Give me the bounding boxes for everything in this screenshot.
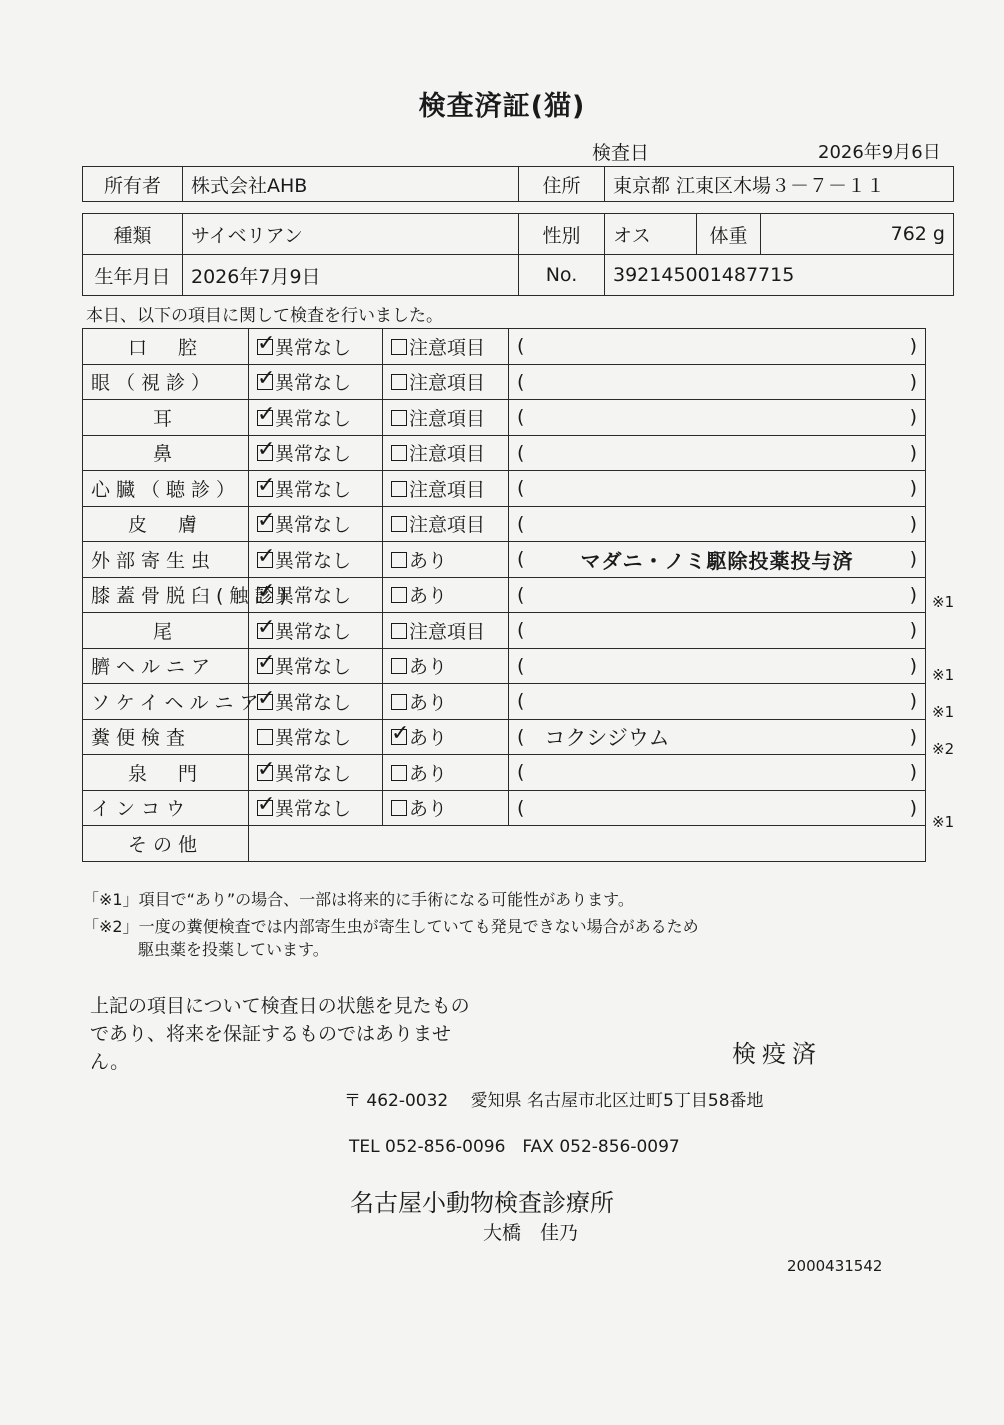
open-paren: ( xyxy=(517,761,525,784)
normal-option-label: 異常なし xyxy=(275,407,352,430)
check-row xyxy=(83,435,926,471)
finding-option-label: あり xyxy=(409,727,448,750)
check-row xyxy=(83,684,926,720)
normal-checkbox[interactable] xyxy=(257,658,273,674)
normal-checkbox[interactable] xyxy=(257,729,273,745)
finding-option-label: あり xyxy=(409,585,448,608)
clinic-address: 〒 462-0032 愛知県 名古屋市北区辻町5丁目58番地 xyxy=(344,1091,764,1111)
other-notes-cell[interactable] xyxy=(249,826,926,862)
finding-option-label: あり xyxy=(409,656,448,679)
disclaimer: 上記の項目について検査日の状態を見たものであり、将来を保証するものではありません。 xyxy=(90,995,470,1073)
normal-checkbox[interactable] xyxy=(257,445,273,461)
normal-checkbox[interactable] xyxy=(257,339,273,355)
sex-value: オス xyxy=(605,214,697,255)
finding-checkbox[interactable] xyxy=(391,410,407,426)
no-label: No. xyxy=(519,255,605,296)
open-paren: ( xyxy=(517,512,525,535)
finding-checkbox[interactable] xyxy=(391,765,407,781)
open-paren: ( xyxy=(517,654,525,677)
close-paren: ) xyxy=(909,690,917,713)
finding-checkbox[interactable] xyxy=(391,729,407,745)
check-item-label: 鼻 xyxy=(152,443,178,466)
veterinarian-name: 大橋 佳乃 xyxy=(483,1222,579,1244)
finding-checkbox[interactable] xyxy=(391,587,407,603)
check-row xyxy=(83,364,926,400)
check-row xyxy=(83,506,926,542)
finding-checkbox[interactable] xyxy=(391,552,407,568)
finding-option-label: 注意項目 xyxy=(409,443,486,466)
check-row xyxy=(83,826,926,862)
normal-checkbox[interactable] xyxy=(257,587,273,603)
check-row xyxy=(83,613,926,649)
finding-option-label: あり xyxy=(409,549,448,572)
check-row xyxy=(83,755,926,791)
owner-table xyxy=(82,166,954,202)
check-item-label: 耳 xyxy=(152,407,178,430)
normal-checkbox[interactable] xyxy=(257,374,273,390)
check-row xyxy=(83,790,926,826)
finding-option-label: 注意項目 xyxy=(409,336,486,359)
normal-option-label: 異常なし xyxy=(275,727,352,750)
normal-checkbox[interactable] xyxy=(257,481,273,497)
address-label: 住所 xyxy=(519,167,605,202)
close-paren: ) xyxy=(909,477,917,500)
type-label: 種類 xyxy=(83,214,183,255)
check-item-label: 膝蓋骨脱臼(触診) xyxy=(91,585,293,608)
open-paren: ( xyxy=(517,406,525,429)
check-item-label: インコウ xyxy=(91,798,192,821)
footnote-mark: ※1 xyxy=(932,703,955,721)
normal-option-label: 異常なし xyxy=(275,478,352,501)
check-row xyxy=(83,400,926,436)
open-paren: ( xyxy=(517,441,525,464)
close-paren: ) xyxy=(909,406,917,429)
check-row xyxy=(83,471,926,507)
intro-text: 本日、以下の項目に関して検査を行いました。 xyxy=(86,306,443,326)
finding-checkbox[interactable] xyxy=(391,694,407,710)
check-item-label: 臍ヘルニア xyxy=(91,656,217,679)
birth-label: 生年月日 xyxy=(83,255,183,296)
open-paren: ( xyxy=(517,583,525,606)
open-paren: ( xyxy=(517,619,525,642)
normal-option-label: 異常なし xyxy=(275,620,352,643)
check-item-label: 泉 門 xyxy=(127,762,203,785)
birth-value: 2026年7月9日 xyxy=(183,255,519,296)
check-item-label: 尾 xyxy=(152,620,178,643)
close-paren: ) xyxy=(909,761,917,784)
close-paren: ) xyxy=(909,725,917,748)
sex-label: 性別 xyxy=(519,214,605,255)
owner-value: 株式会社AHB xyxy=(183,167,519,202)
open-paren: ( xyxy=(517,796,525,819)
open-paren: ( xyxy=(517,725,525,748)
open-paren: ( xyxy=(517,335,525,358)
normal-checkbox[interactable] xyxy=(257,800,273,816)
normal-checkbox[interactable] xyxy=(257,765,273,781)
clinic-name: 名古屋小動物検査診療所 xyxy=(350,1189,614,1217)
normal-option-label: 異常なし xyxy=(275,443,352,466)
footnote-2: 「※2」一度の糞便検査では内部寄生虫が寄生していても発見できない場合があるため xyxy=(83,917,699,936)
finding-checkbox[interactable] xyxy=(391,445,407,461)
check-item-label: ソケイヘルニア xyxy=(91,691,265,714)
finding-option-label: 注意項目 xyxy=(409,372,486,395)
check-item-label: 皮 膚 xyxy=(127,514,203,537)
footnote-mark: ※1 xyxy=(932,812,955,831)
check-item-label: 心臓（聴診） xyxy=(91,478,242,501)
weight-value: 762 g xyxy=(761,214,954,255)
close-paren: ) xyxy=(909,441,917,464)
normal-option-label: 異常なし xyxy=(275,336,352,359)
close-paren: ) xyxy=(909,619,917,642)
normal-option-label: 異常なし xyxy=(275,798,352,821)
check-item-label: 眼（視診） xyxy=(91,372,217,395)
footnote-1: 「※1」項目で“あり”の場合、一部は将来的に手術になる可能性があります。 xyxy=(83,890,634,909)
normal-option-label: 異常なし xyxy=(275,585,352,608)
check-row xyxy=(83,577,926,613)
document-title: 検査済証(猫) xyxy=(418,91,586,122)
check-row xyxy=(83,542,926,578)
normal-option-label: 異常なし xyxy=(275,372,352,395)
check-row xyxy=(83,329,926,365)
normal-checkbox[interactable] xyxy=(257,410,273,426)
check-table xyxy=(82,328,926,862)
address-value: 東京都 江東区木場３－７－１１ xyxy=(605,167,954,202)
finding-checkbox[interactable] xyxy=(391,623,407,639)
check-item-note: コクシジウム xyxy=(544,725,670,750)
open-paren: ( xyxy=(517,370,525,393)
owner-label: 所有者 xyxy=(83,167,183,202)
finding-option-label: 注意項目 xyxy=(409,620,486,643)
check-item-label: 口 腔 xyxy=(127,336,203,359)
normal-option-label: 異常なし xyxy=(275,656,352,679)
close-paren: ) xyxy=(909,370,917,393)
finding-checkbox[interactable] xyxy=(391,800,407,816)
close-paren: ) xyxy=(909,583,917,606)
finding-checkbox[interactable] xyxy=(391,481,407,497)
finding-checkbox[interactable] xyxy=(391,516,407,532)
serial-number: 2000431542 xyxy=(787,1257,883,1275)
close-paren: ) xyxy=(909,796,917,819)
close-paren: ) xyxy=(909,548,917,571)
footnote-2-continued: 駆虫薬を投薬しています。 xyxy=(138,940,329,959)
open-paren: ( xyxy=(517,690,525,713)
exam-date-label: 検査日 xyxy=(592,142,650,164)
open-paren: ( xyxy=(517,477,525,500)
normal-option-label: 異常なし xyxy=(275,514,352,537)
normal-option-label: 異常なし xyxy=(275,691,352,714)
finding-option-label: あり xyxy=(409,691,448,714)
normal-option-label: 異常なし xyxy=(275,762,352,785)
close-paren: ) xyxy=(909,512,917,535)
check-row xyxy=(83,648,926,684)
check-item-label: 外部寄生虫 xyxy=(91,549,217,572)
finding-checkbox[interactable] xyxy=(391,658,407,674)
animal-table xyxy=(82,213,954,296)
normal-checkbox[interactable] xyxy=(257,552,273,568)
finding-option-label: あり xyxy=(409,798,448,821)
finding-option-label: あり xyxy=(409,762,448,785)
clinic-phone-fax: TEL 052-856-0096 FAX 052-856-0097 xyxy=(349,1137,680,1157)
normal-checkbox[interactable] xyxy=(257,694,273,710)
finding-option-label: 注意項目 xyxy=(409,407,486,430)
open-paren: ( xyxy=(517,548,525,571)
close-paren: ) xyxy=(909,335,917,358)
check-row xyxy=(83,719,926,755)
footnote-mark: ※1 xyxy=(932,666,955,685)
check-item-note: マダニ・ノミ駆除投薬投与済 xyxy=(580,548,854,573)
no-value: 392145001487715 xyxy=(605,255,954,296)
exam-date-value: 2026年9月6日 xyxy=(818,142,941,163)
normal-option-label: 異常なし xyxy=(275,549,352,572)
footnote-mark: ※2 xyxy=(932,739,955,758)
footnote-mark: ※1 xyxy=(932,593,955,612)
normal-checkbox[interactable] xyxy=(257,516,273,532)
finding-checkbox[interactable] xyxy=(391,374,407,390)
finding-option-label: 注意項目 xyxy=(409,514,486,537)
check-item-label: 糞便検査 xyxy=(91,727,192,750)
weight-label: 体重 xyxy=(697,214,761,255)
finding-option-label: 注意項目 xyxy=(409,478,486,501)
finding-checkbox[interactable] xyxy=(391,339,407,355)
check-item-label: その他 xyxy=(127,833,203,856)
quarantine-stamp: 検疫済 xyxy=(732,1040,822,1068)
close-paren: ) xyxy=(909,654,917,677)
type-value: サイベリアン xyxy=(183,214,519,255)
normal-checkbox[interactable] xyxy=(257,623,273,639)
